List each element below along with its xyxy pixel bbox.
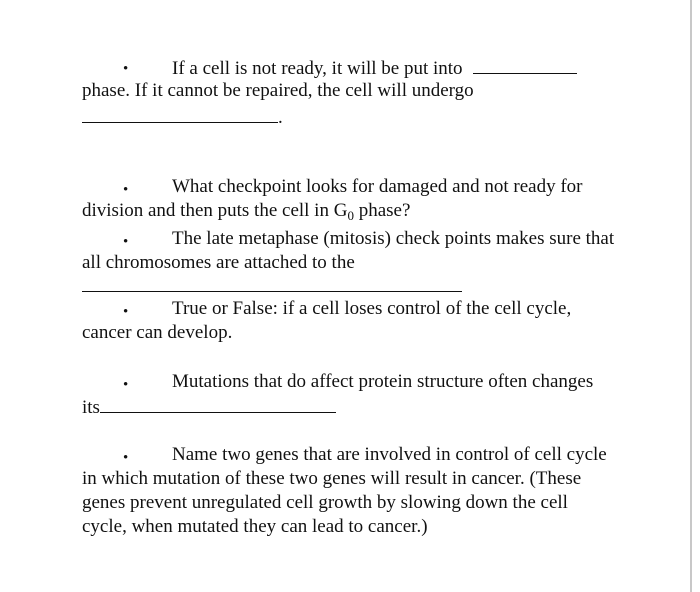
q3-line2: all chromosomes are attached to the [82,252,355,273]
q5-blank[interactable] [100,394,336,413]
page-edge-divider [690,0,692,592]
bullet-q4: • [123,304,129,320]
q1-line1 [172,55,577,81]
q2-line2 [82,199,410,224]
q1-line2: phase. If it cannot be repaired, the cell will undergo [82,80,474,101]
q6-line2: in which mutation of these two genes will result in cancer. (These [82,468,582,489]
q2-text-pre: division and then puts the cell in G [82,200,348,221]
bullet-q3: • [123,234,129,250]
q3-line3 [82,273,462,299]
q5-line2 [82,394,336,420]
q1-blank-undergo[interactable] [82,104,278,123]
q6-line4: cycle, when mutated they can lead to cancer.) [82,516,428,537]
q4-line1: True or False: if a cell loses control of the cell cycle, [172,298,572,319]
q5-text-its: its [82,397,100,418]
bullet-q6: • [123,450,129,466]
bullet-q2: • [123,182,129,198]
q6-line1: Name two genes that are involved in control of cell cycle [172,444,607,465]
q1-period: . [278,107,283,128]
bullet-q1: • [123,61,129,77]
q2-subscript: 0 [347,208,354,223]
q4-line2: cancer can develop. [82,322,233,343]
bullet-q5: • [123,377,129,393]
q2-text-post: phase? [353,200,411,221]
q3-line1: The late metaphase (mitosis) check points makes sure that [172,228,615,249]
q2-line1: What checkpoint looks for damaged and not ready for [172,176,583,197]
q6-line3: genes prevent unregulated cell growth by slowing down the cell [82,492,568,513]
q1-line3 [82,104,283,130]
q1-blank-phase[interactable] [473,55,577,74]
q3-blank[interactable] [82,273,462,292]
q5-line1: Mutations that do affect protein structure often changes [172,371,594,392]
q1-text-1: If a cell is not ready, it will be put into [172,58,463,79]
